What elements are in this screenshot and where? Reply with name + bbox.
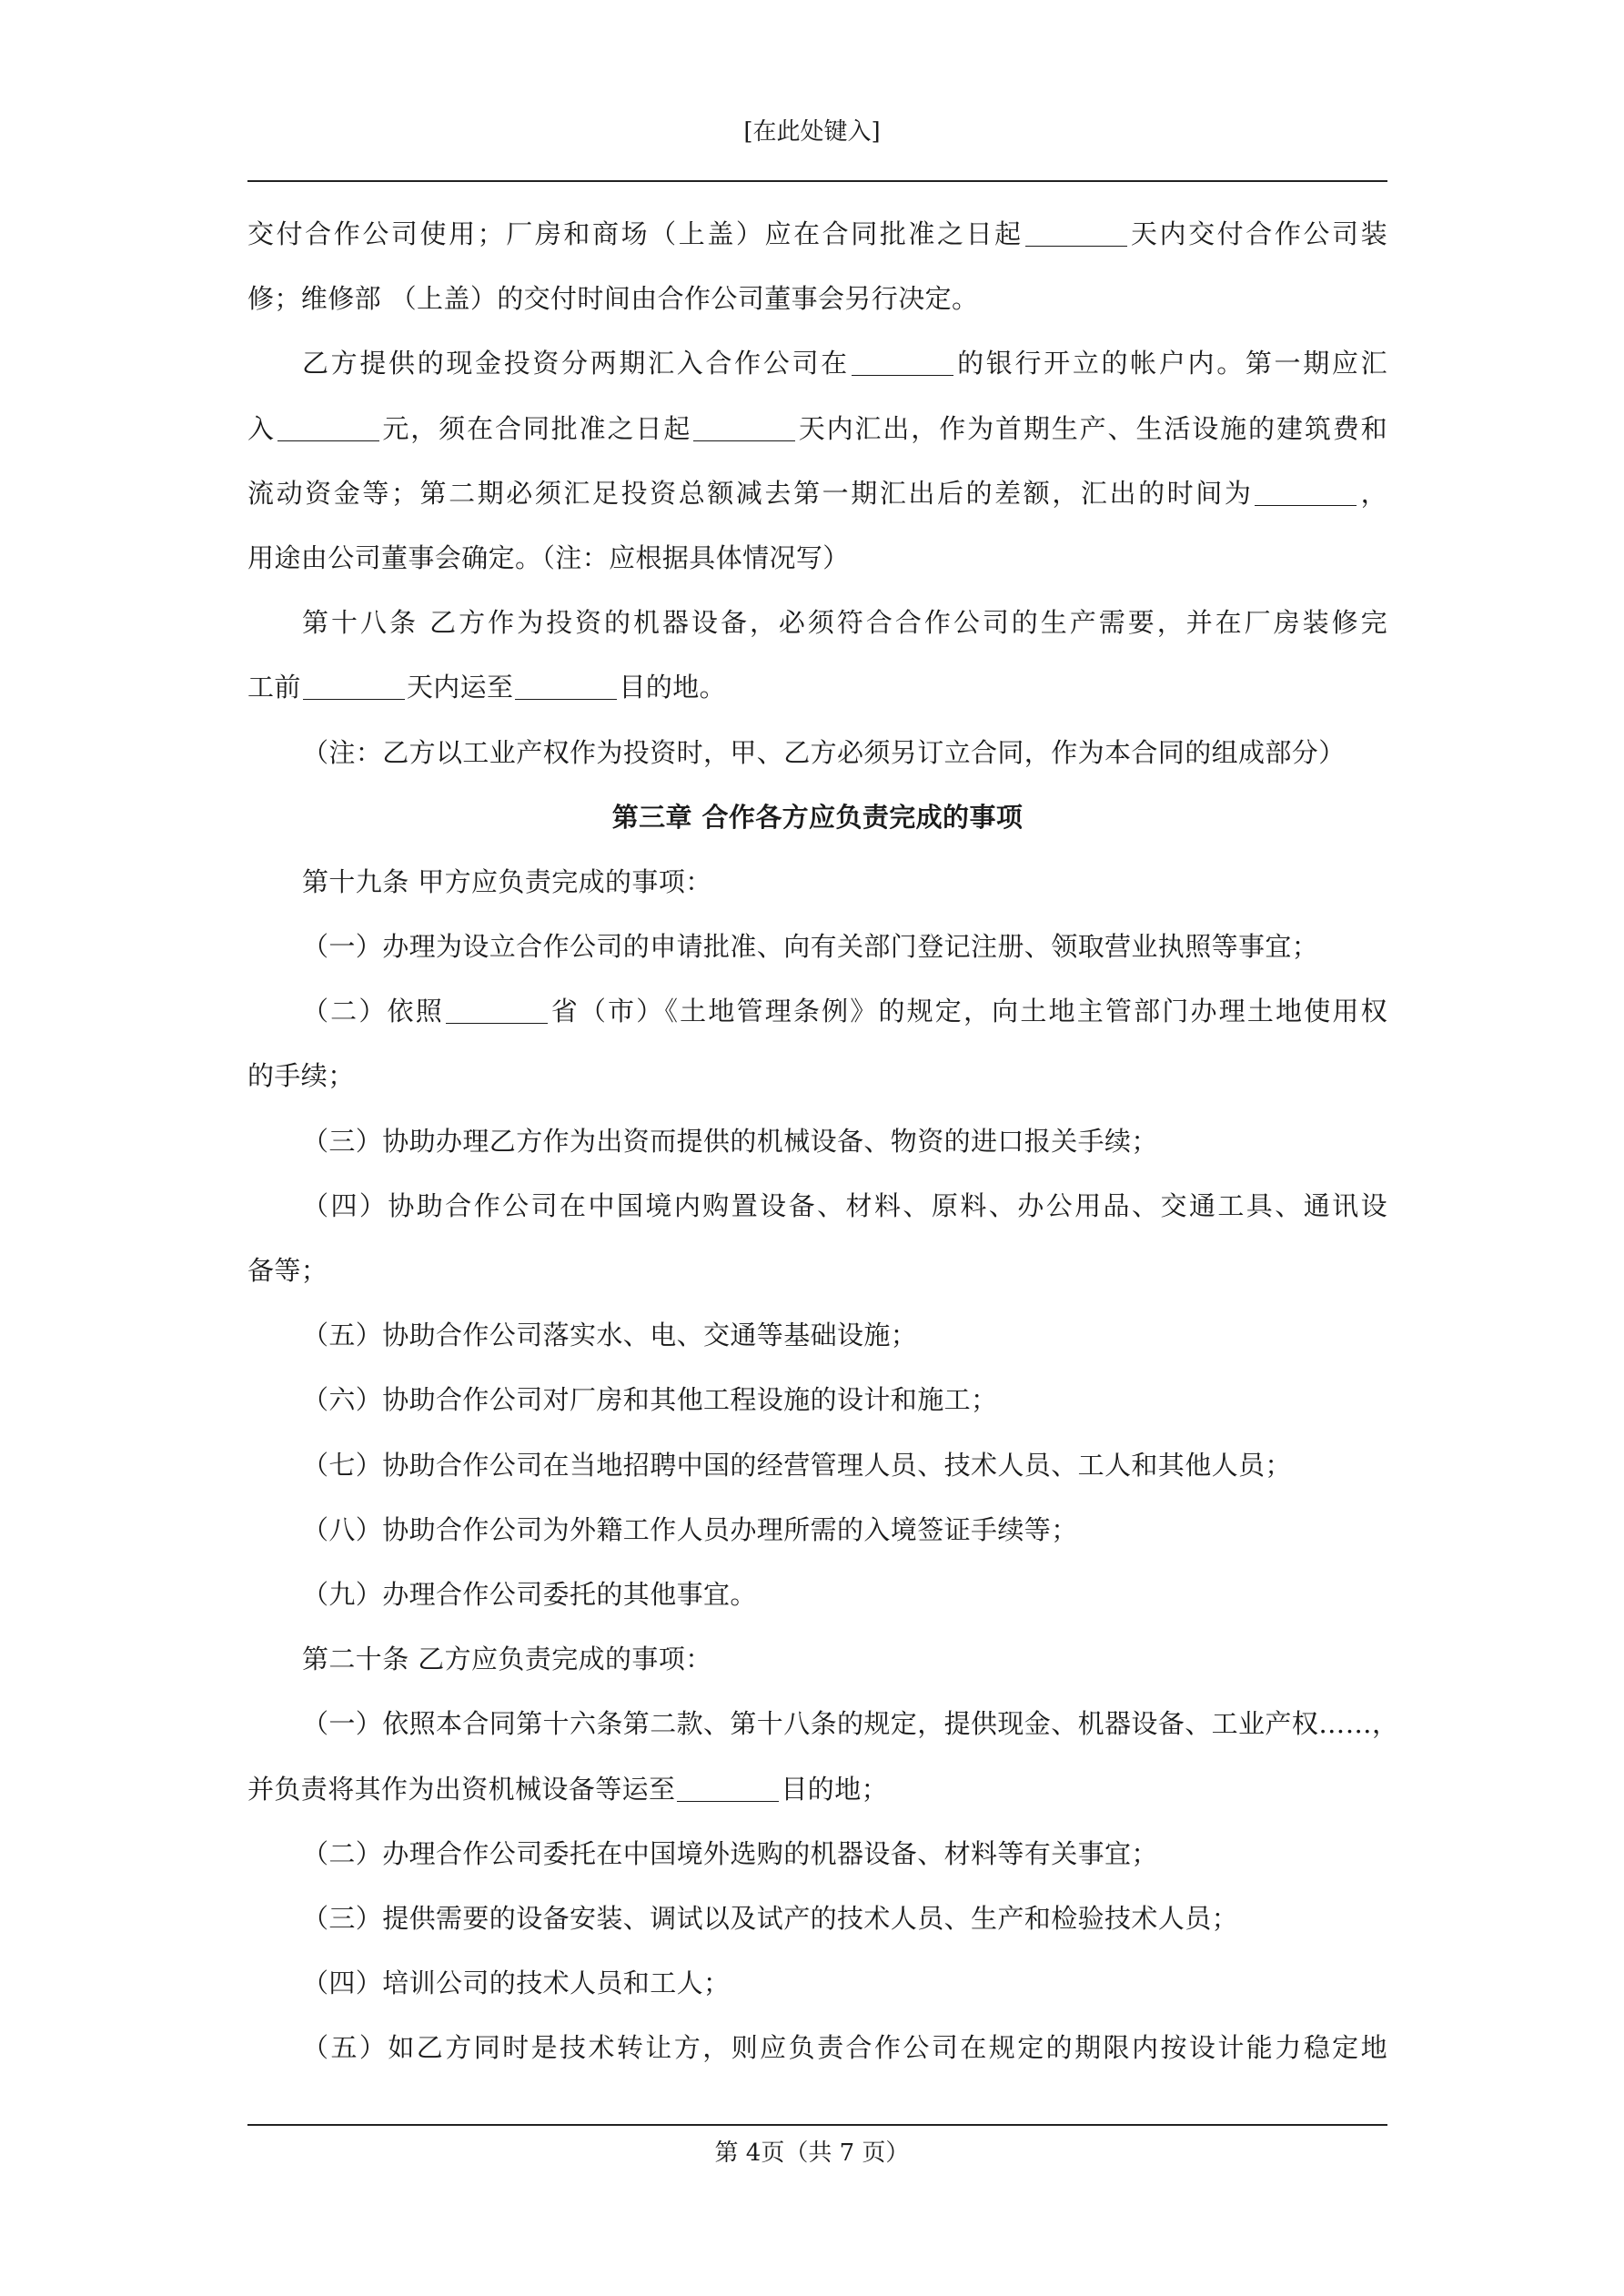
- footer-rule: [247, 2124, 1387, 2126]
- fill-blank: [303, 673, 405, 700]
- list-item: （二）办理合作公司委托在中国境外选购的机器设备、材料等有关事宜；: [302, 1837, 1158, 1869]
- list-item: [247, 979, 1387, 1044]
- paragraph-line: [247, 655, 1387, 720]
- fill-blank: [677, 1775, 779, 1802]
- text-run: 天内运至: [406, 672, 514, 703]
- text-run: 并负责将其作为出资机械设备等运至: [247, 1773, 676, 1805]
- list-item: （五）如乙方同时是技术转让方，则应负责合作公司在规定的期限内按设计能力稳定地: [302, 2032, 1387, 2064]
- text-run: 目的地；: [781, 1773, 889, 1805]
- document-body: [247, 202, 1399, 2080]
- page-header: [在此处键入]: [743, 118, 881, 146]
- text-run: 天内汇出，作为首期生产、生活设施的建筑费和: [797, 412, 1388, 444]
- paragraph-line: 用途由公司董事会确定。（注：应根据具体情况写）: [247, 541, 850, 573]
- note-line: （注：乙方以工业产权作为投资时，甲、乙方必须另订立合同，作为本合同的组成部分）: [302, 736, 1346, 768]
- paragraph-line: 修；维修部 （上盖）的交付时间由合作公司董事会另行决定。: [247, 283, 979, 315]
- fill-blank: [515, 673, 617, 700]
- paragraph-line: [247, 1757, 1387, 1822]
- chapter-heading: 第三章 合作各方应负责完成的事项: [611, 801, 1024, 833]
- paragraph-line: [247, 397, 1387, 461]
- list-item: （五）协助合作公司落实水、电、交通等基础设施；: [302, 1320, 918, 1351]
- article-20: 第二十条 乙方应负责完成的事项：: [302, 1644, 712, 1675]
- list-item: （九）办理合作公司委托的其他事宜。: [302, 1578, 757, 1610]
- fill-blank: [852, 349, 953, 376]
- fill-blank: [446, 997, 548, 1024]
- fill-blank: [277, 415, 379, 441]
- list-item: （六）协助合作公司对厂房和其他工程设施的设计和施工；: [302, 1384, 998, 1416]
- list-item: （三）提供需要的设备安装、调试以及试产的技术人员、生产和检验技术人员；: [302, 1902, 1239, 1934]
- text-run: 天内交付合作公司装: [1128, 218, 1387, 249]
- list-item: （八）协助合作公司为外籍工作人员办理所需的入境签证手续等；: [302, 1513, 1078, 1545]
- text-run: 乙方提供的现金投资分两期汇入合作公司在: [302, 348, 850, 379]
- paragraph-line: [247, 331, 1387, 396]
- text-run: 流动资金等；第二期必须汇足投资总额减去第一期汇出后的差额，汇出的时间为: [247, 477, 1254, 509]
- paragraph-line: 的手续；: [247, 1060, 355, 1092]
- fill-blank: [1255, 480, 1357, 506]
- article-18: 第十八条 乙方作为投资的机器设备，必须符合合作公司的生产需要，并在厂房装修完: [302, 607, 1387, 639]
- text-run: 省（市）《土地管理条例》的规定，向土地主管部门办理土地使用权: [549, 996, 1387, 1027]
- text-run: 工前: [247, 672, 301, 703]
- text-run: 元，须在合同批准之日起: [380, 412, 692, 444]
- fill-blank: [1025, 220, 1127, 247]
- text-run: 交付合作公司使用；厂房和商场（上盖）应在合同批准之日起: [247, 218, 1024, 249]
- paragraph-line: [247, 202, 1387, 267]
- header-rule: [247, 180, 1387, 182]
- list-item: （四）培训公司的技术人员和工人；: [302, 1967, 731, 1999]
- list-item: （四）协助合作公司在中国境内购置设备、材料、原料、办公用品、交通工具、通讯设: [302, 1189, 1387, 1221]
- article-19: 第十九条 甲方应负责完成的事项：: [302, 865, 712, 897]
- text-run: 的银行开立的帐户内。第一期应汇: [954, 348, 1387, 379]
- page-footer: 第 4页（共 7 页）: [714, 2139, 910, 2167]
- list-item: （一）依照本合同第十六条第二款、第十八条的规定，提供现金、机器设备、工业产权……，: [302, 1708, 1399, 1740]
- text-run: 目的地。: [619, 672, 727, 703]
- text-run: （二）依照: [302, 996, 444, 1027]
- fill-blank: [693, 415, 795, 441]
- list-item: （七）协助合作公司在当地招聘中国的经营管理人员、技术人员、工人和其他人员；: [302, 1449, 1292, 1481]
- text-run: ，: [1358, 477, 1387, 509]
- paragraph-line: [247, 461, 1387, 526]
- text-run: 入: [247, 412, 276, 444]
- list-item: （一）办理为设立合作公司的申请批准、向有关部门登记注册、领取营业执照等事宜；: [302, 931, 1319, 963]
- paragraph-line: 备等；: [247, 1255, 328, 1286]
- list-item: （三）协助办理乙方作为出资而提供的机械设备、物资的进口报关手续；: [302, 1125, 1158, 1157]
